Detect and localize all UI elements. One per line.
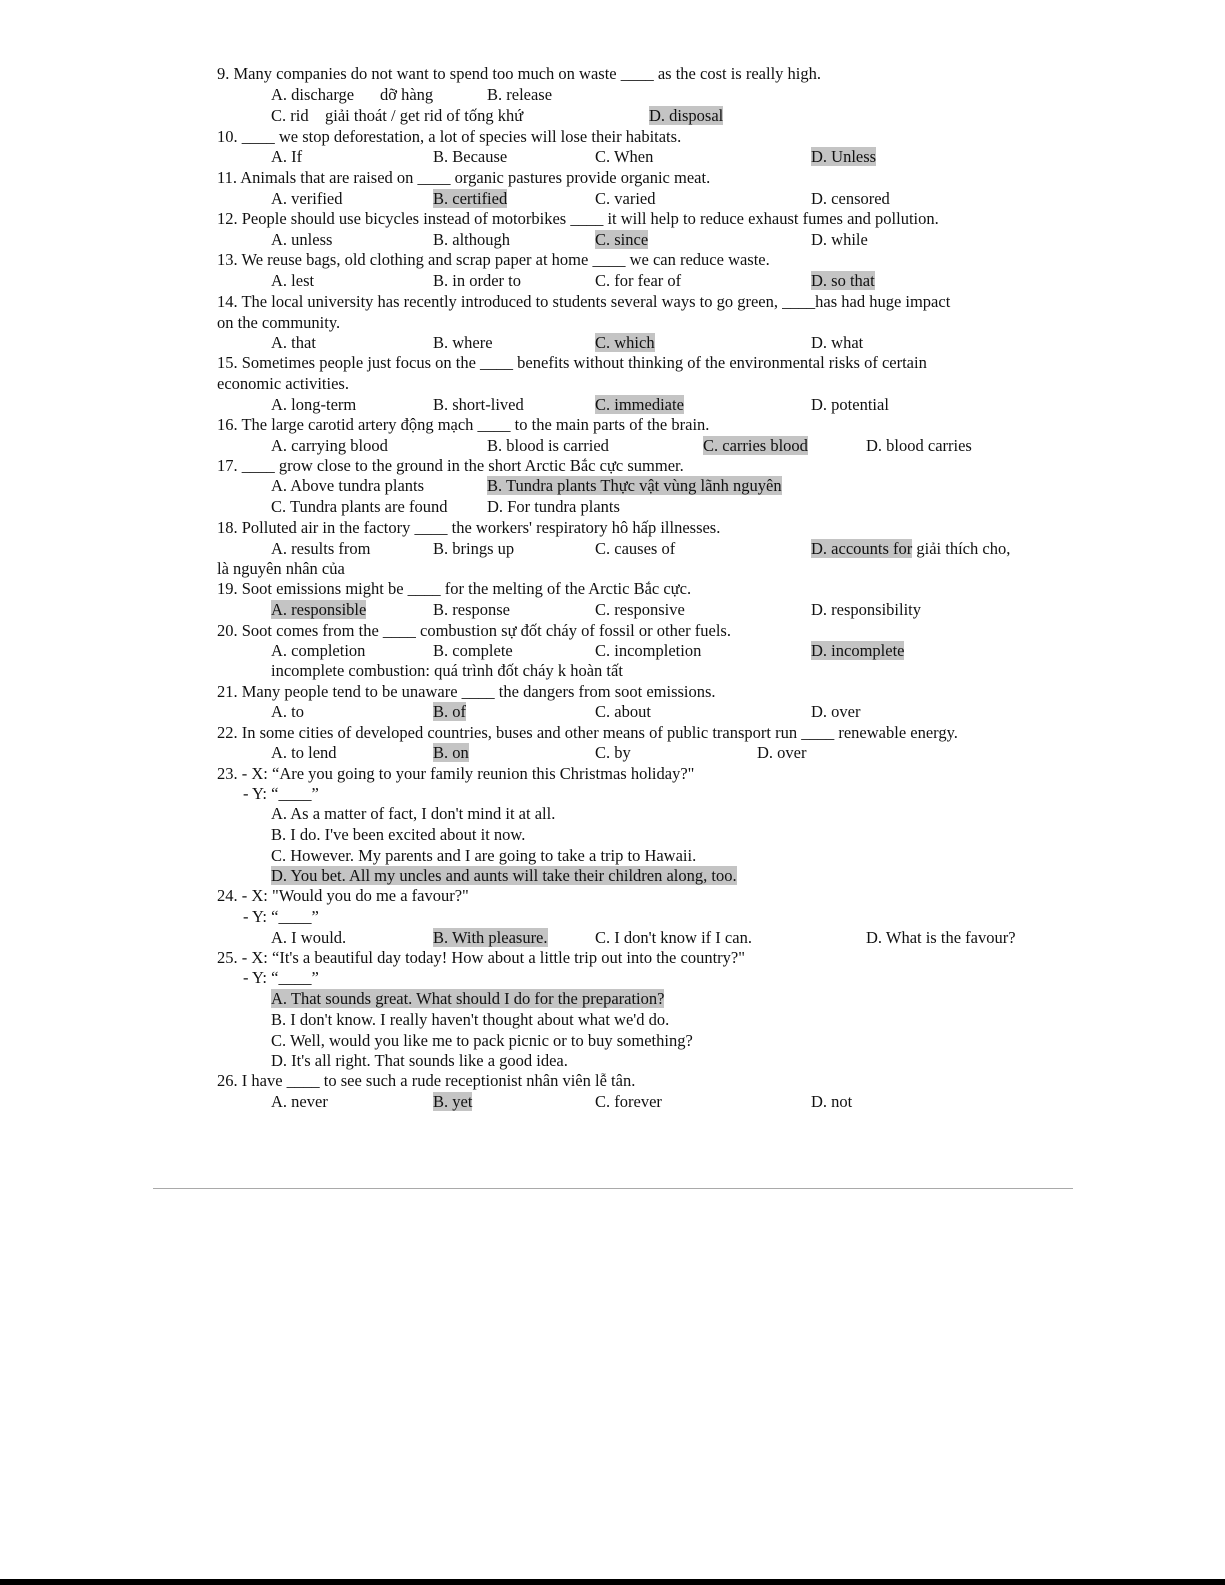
q14-option-d: D. what [811,333,864,352]
q14-option-a: A. that [271,333,316,352]
q20-note: incomplete combustion: quá trình đốt cháy k hoàn tất [271,661,623,680]
q13-option-c: C. for fear of [595,271,682,290]
question-13: 13. We reuse bags, old clothing and scrap paper at home ____ we can reduce waste. [217,250,770,269]
q13-option-d [811,271,875,290]
question-26: 26. I have ____ to see such a rude receptionist nhân viên lễ tân. [217,1071,636,1090]
q20-option-b: B. complete [433,641,513,660]
q17-option-c: C. Tundra plants are found [271,497,448,516]
q22-option-b [433,743,469,762]
question-18: 18. Polluted air in the factory ____ the workers' respiratory hô hấp illnesses. [217,518,721,537]
answer-highlight: A. That sounds great. What should I do for the preparation? [271,989,665,1008]
q21-option-a: A. to [271,702,304,721]
answer-highlight: B. on [433,743,469,762]
q16-option-d: D. blood carries [866,436,972,455]
question-12: 12. People should use bicycles instead of motorbikes ____ it will help to reduce exhaust fumes and pollution. [217,209,939,228]
q10-option-d [811,147,876,166]
q12-option-d: D. while [811,230,868,249]
answer-highlight: C. which [595,333,655,352]
q22-option-a: A. to lend [271,743,337,762]
q13-option-b: B. in order to [433,271,521,290]
q21-option-b [433,702,466,721]
question-22: 22. In some cities of developed countries, buses and other means of public transport run ____ renewable energy. [217,723,958,742]
q20-option-d [811,641,904,660]
q20-option-c: C. incompletion [595,641,702,660]
question-25-reply: - Y: “____” [243,968,319,987]
question-23-reply: - Y: “____” [243,784,319,803]
q17-option-d: D. For tundra plants [487,497,620,516]
question-23: 23. - X: “Are you going to your family reunion this Christmas holiday?" [217,764,695,783]
q19-option-a [271,600,366,619]
q15-option-a: A. long-term [271,395,357,414]
q24-option-c: C. I don't know if I can. [595,928,752,947]
question-14: 14. The local university has recently introduced to students several ways to go green, ____has had huge impact [217,292,951,311]
q18-option-b: B. brings up [433,539,515,558]
answer-highlight: B. Tundra plants Thực vật vùng lãnh nguyên [487,476,782,495]
q24-option-a: A. I would. [271,928,347,947]
answer-highlight: B. With pleasure. [433,928,548,947]
answer-highlight: B. of [433,702,466,721]
answer-highlight: B. yet [433,1092,473,1111]
q10-option-b: B. Because [433,147,508,166]
q9-option-a: A. discharge [271,85,355,104]
q26-option-d: D. not [811,1092,853,1111]
answer-highlight: D. disposal [649,106,724,125]
answer-highlight: D. You bet. All my uncles and aunts will take their children along, too. [271,866,737,885]
answer-highlight: C. carries blood [703,436,808,455]
question-17: 17. ____ grow close to the ground in the short Arctic Bắc cực summer. [217,456,684,475]
q16-option-a: A. carrying blood [271,436,388,455]
q24-option-d: D. What is the favour? [866,928,1016,947]
q15-option-c [595,395,684,414]
q26-option-a: A. never [271,1092,328,1111]
bottom-edge-bar [0,1579,1225,1585]
q26-option-c: C. forever [595,1092,662,1111]
q25-option-a [271,989,664,1008]
q11-option-c: C. varied [595,189,656,208]
q22-option-c: C. by [595,743,631,762]
question-15-continued: economic activities. [217,374,349,393]
q14-option-b: B. where [433,333,493,352]
q9-option-b: B. release [487,85,553,104]
answer-highlight: B. certified [433,189,508,208]
question-20: 20. Soot comes from the ____ combustion sự đốt cháy of fossil or other fuels. [217,621,731,640]
q21-option-d: D. over [811,702,861,721]
q21-option-c: C. about [595,702,651,721]
answer-highlight: A. responsible [271,600,367,619]
question-21: 21. Many people tend to be unaware ____ the dangers from soot emissions. [217,682,716,701]
answer-highlight: C. since [595,230,649,249]
q22-option-d: D. over [757,743,807,762]
question-10: 10. ____ we stop deforestation, a lot of species will lose their habitats. [217,127,682,146]
q10-option-c: C. When [595,147,654,166]
question-11: 11. Animals that are raised on ____ organic pastures provide organic meat. [217,168,711,187]
q19-option-d: D. responsibility [811,600,921,619]
q25-option-b: B. I don't know. I really haven't thought about what we'd do. [271,1010,670,1029]
answer-highlight: D. Unless [811,147,877,166]
q18-option-a: A. results from [271,539,371,558]
question-24: 24. - X: "Would you do me a favour?" [217,886,469,905]
q9-option-c: C. rid [271,106,309,125]
question-16: 16. The large carotid artery động mạch ____ to the main parts of the brain. [217,415,710,434]
q9-option-c-note: giải thoát / get rid of tống khứ [325,106,524,125]
q25-option-d: D. It's all right. That sounds like a good idea. [271,1051,568,1070]
q11-option-a: A. verified [271,189,343,208]
q26-option-b [433,1092,472,1111]
q18-note: là nguyên nhân của [217,559,345,578]
q24-option-b [433,928,548,947]
q19-option-b: B. response [433,600,510,619]
answer-highlight: C. immediate [595,395,684,414]
q12-option-c [595,230,648,249]
q11-option-b [433,189,507,208]
question-19: 19. Soot emissions might be ____ for the melting of the Arctic Bắc cực. [217,579,692,598]
question-15: 15. Sometimes people just focus on the ____ benefits without thinking of the environmental risks of certain [217,353,927,372]
answer-highlight: D. incomplete [811,641,905,660]
q23-option-a: A. As a matter of fact, I don't mind it at all. [271,804,556,823]
q15-option-b: B. short-lived [433,395,524,414]
q14-option-c [595,333,655,352]
q23-option-c: C. However. My parents and I are going to take a trip to Hawaii. [271,846,697,865]
q16-option-b: B. blood is carried [487,436,609,455]
question-25: 25. - X: “It's a beautiful day today! How about a little trip out into the country?" [217,948,745,967]
q19-option-c: C. responsive [595,600,685,619]
q23-option-b: B. I do. I've been excited about it now. [271,825,526,844]
q12-option-a: A. unless [271,230,333,249]
q15-option-d: D. potential [811,395,889,414]
q23-option-d [271,866,737,885]
q9-option-d [649,106,723,125]
question-24-reply: - Y: “____” [243,907,319,926]
q17-option-b [487,476,782,495]
q18-option-d: D. accounts for giải thích cho, [811,539,1011,558]
q18-option-c: C. causes of [595,539,676,558]
q17-option-a: A. Above tundra plants [271,476,425,495]
q20-option-a: A. completion [271,641,366,660]
q12-option-b: B. although [433,230,510,249]
question-14-continued: on the community. [217,313,341,332]
q13-option-a: A. lest [271,271,315,290]
answer-highlight: D. so that [811,271,875,290]
q11-option-d: D. censored [811,189,890,208]
answer-highlight: D. accounts for [811,539,913,558]
question-9: 9. Many companies do not want to spend too much on waste ____ as the cost is really high. [217,64,821,83]
q16-option-c [703,436,808,455]
q25-option-c: C. Well, would you like me to pack picnic or to buy something? [271,1031,693,1050]
q10-option-a: A. If [271,147,303,166]
q9-option-a-note: dỡ hàng [380,85,434,104]
page-divider [153,1188,1073,1189]
